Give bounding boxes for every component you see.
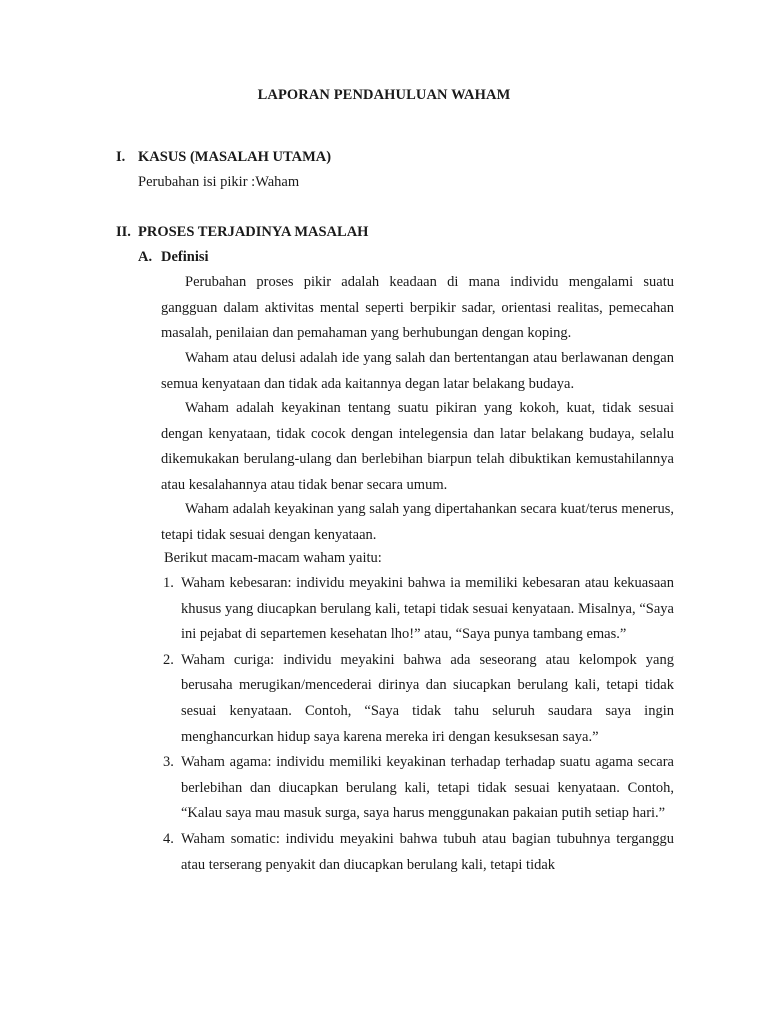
- list-item: [161, 571, 674, 648]
- list-item-text: Waham kebesaran: individu meyakini bahwa ia memiliki kebesaran atau kekuasaan khusus yang diucapkan berulang kali, tetapi tidak sesuai kenyataan. Misalnya, “Saya ini pejabat di separtemen kesehatan lho!” atau, “Saya punya tambang emas.”: [181, 575, 674, 643]
- definition-paragraph: Waham adalah keyakinan tentang suatu pikiran yang kokoh, kuat, tidak sesuai dengan kenyataan, tidak cocok dengan intelegensia dan latar belakang budaya, selalu dikemukakan berulang-ulang dan berlebihan biarpun telah dibuktikan kemustahilannya atau kesalahannya atau tidak benar secara umum.: [161, 400, 674, 493]
- list-item-text: Waham somatic: individu meyakini bahwa tubuh atau bagian tubuhnya terganggu atau terserang penyakit dan diucapkan berulang kali, tetapi tidak: [181, 830, 674, 873]
- list-item: [161, 827, 674, 878]
- section-1-number: I.: [116, 149, 126, 165]
- list-item-number: 3.: [163, 754, 174, 771]
- subsection-a-heading: Definisi: [161, 249, 209, 265]
- list-item-number: 1.: [163, 575, 174, 591]
- definition-paragraph: Perubahan proses pikir adalah keadaan di mana individu mengalami suatu gangguan dalam aktivitas mental seperti berpikir sadar, orientasi realitas, pemecahan masalah, penilaian dan pemahaman yang berhubungan dengan koping.: [161, 274, 674, 342]
- waham-types-list: [161, 571, 674, 878]
- definition-paragraph: Waham atau delusi adalah ide yang salah dan bertentangan atau berlawanan dengan semua kenyataan dan tidak ada kaitannya degan latar belakang budaya.: [161, 350, 674, 392]
- section-1-content: Perubahan isi pikir :Waham: [138, 174, 300, 190]
- list-item-number: 4.: [163, 830, 174, 847]
- list-item: [161, 750, 674, 827]
- section-2-number: II.: [116, 224, 131, 240]
- subsection-a-letter: A.: [138, 249, 153, 265]
- section-2-heading: PROSES TERJADINYA MASALAH: [138, 224, 369, 240]
- definition-paragraph: Waham adalah keyakinan yang salah yang dipertahankan secara kuat/terus menerus, tetapi tidak sesuai dengan kenyataan.: [161, 501, 674, 543]
- list-item-text: Waham agama: individu memiliki keyakinan terhadap terhadap suatu agama secara berlebihan dan diucapkan berulang kali, tetapi tidak sesuai kenyataan. Contoh, “Kalau saya mau masuk surga, saya harus menggunakan pakaian putih setiap hari.”: [181, 754, 674, 822]
- list-item: [161, 648, 674, 750]
- list-item-number: 2.: [163, 651, 174, 668]
- document-title: LAPORAN PENDAHULUAN WAHAM: [257, 87, 511, 103]
- list-intro: Berikut macam-macam waham yaitu:: [164, 550, 382, 566]
- list-item-text: Waham curiga: individu meyakini bahwa ada seseorang atau kelompok yang berusaha merugikan/mencederai dirinya dan siucapkan berulang kali, tetapi tidak sesuai kenyataan. Contoh, “Saya tidak tahu seluruh saudara saya ingin menghancurkan hidup saya karena mereka iri dengan kesuksesan saya.”: [181, 651, 674, 745]
- section-1-heading: KASUS (MASALAH UTAMA): [138, 149, 332, 165]
